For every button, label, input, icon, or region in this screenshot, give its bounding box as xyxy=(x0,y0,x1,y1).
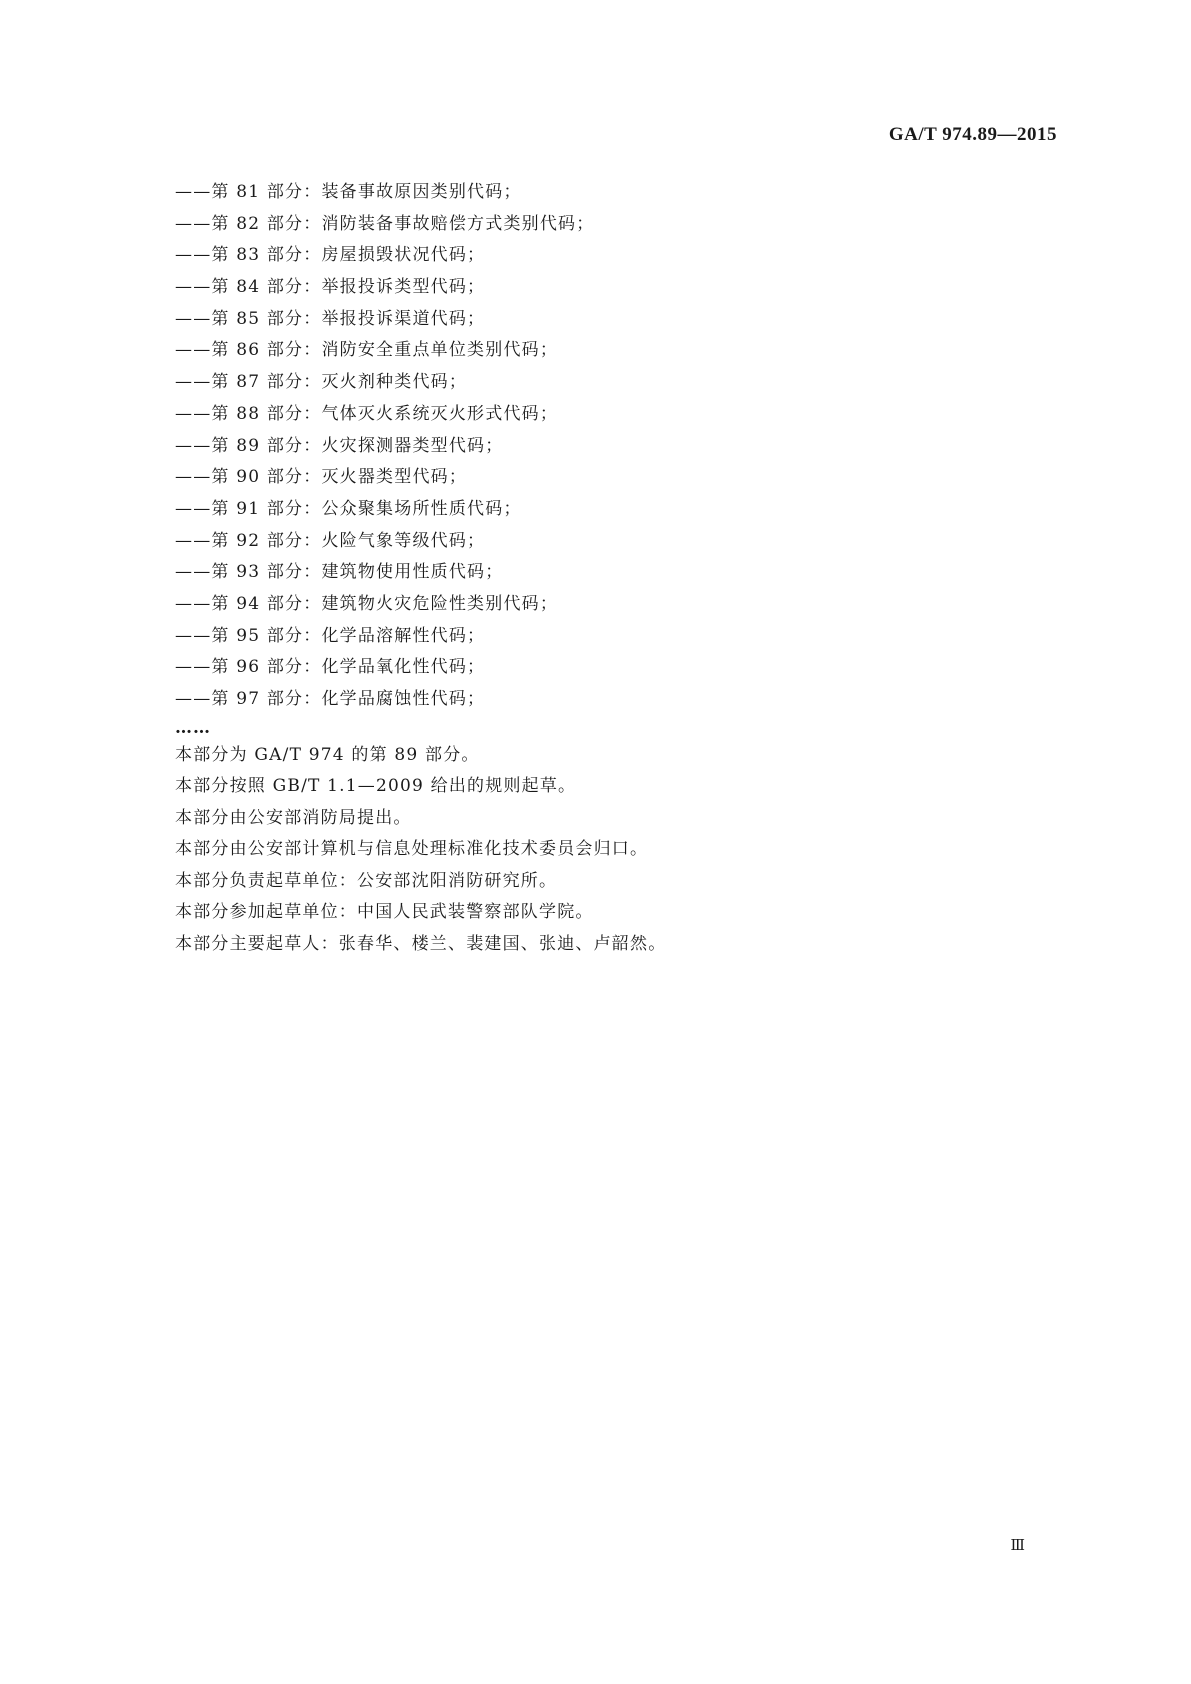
list-item: ——第 92 部分：火险气象等级代码； xyxy=(175,530,486,551)
list-item: ——第 95 部分：化学品溶解性代码； xyxy=(175,625,486,646)
paragraph: 本部分由公安部计算机与信息处理标准化技术委员会归口。 xyxy=(175,839,649,860)
paragraph: 本部分按照 GB/T 1.1—2009 给出的规则起草。 xyxy=(175,776,577,797)
document-body xyxy=(175,177,1055,960)
list-item: ——第 93 部分：建筑物使用性质代码； xyxy=(175,562,504,583)
paragraph: 本部分为 GA/T 974 的第 89 部分。 xyxy=(175,744,480,765)
paragraph: 本部分由公安部消防局提出。 xyxy=(175,807,412,828)
list-item: ——第 89 部分：火灾探测器类型代码； xyxy=(175,435,504,456)
list-item: ——第 90 部分：灭火器类型代码； xyxy=(175,467,468,488)
list-item: ——第 83 部分：房屋损毁状况代码； xyxy=(175,245,486,266)
paragraph: 本部分主要起草人：张春华、楼兰、裴建国、张迪、卢韶然。 xyxy=(175,933,667,954)
list-item: ——第 86 部分：消防安全重点单位类别代码； xyxy=(175,340,559,361)
list-item: ——第 84 部分：举报投诉类型代码； xyxy=(175,277,486,298)
list-ellipsis: …… xyxy=(175,717,211,738)
list-item: ——第 88 部分：气体灭火系统灭火形式代码； xyxy=(175,403,559,424)
page-number: Ⅲ xyxy=(1010,1538,1025,1554)
list-item: ——第 85 部分：举报投诉渠道代码； xyxy=(175,308,486,329)
list-item: ——第 94 部分：建筑物火灾危险性类别代码； xyxy=(175,593,559,614)
paragraph: 本部分负责起草单位：公安部沈阳消防研究所。 xyxy=(175,870,558,891)
list-item: ——第 97 部分：化学品腐蚀性代码； xyxy=(175,689,486,709)
list-item: ——第 91 部分：公众聚集场所性质代码； xyxy=(175,498,522,519)
standard-number-header: GA/T 974.89—2015 xyxy=(888,124,1057,145)
foreword-paragraphs xyxy=(175,740,1055,961)
list-item: ——第 87 部分：灭火剂种类代码； xyxy=(175,372,468,393)
list-item: ——第 96 部分：化学品氧化性代码； xyxy=(175,657,486,678)
parts-list xyxy=(175,177,1055,716)
list-item: ——第 82 部分：消防装备事故赔偿方式类别代码； xyxy=(175,213,595,234)
list-item: ——第 81 部分：装备事故原因类别代码； xyxy=(175,182,522,202)
paragraph: 本部分参加起草单位：中国人民武装警察部队学院。 xyxy=(175,902,594,923)
